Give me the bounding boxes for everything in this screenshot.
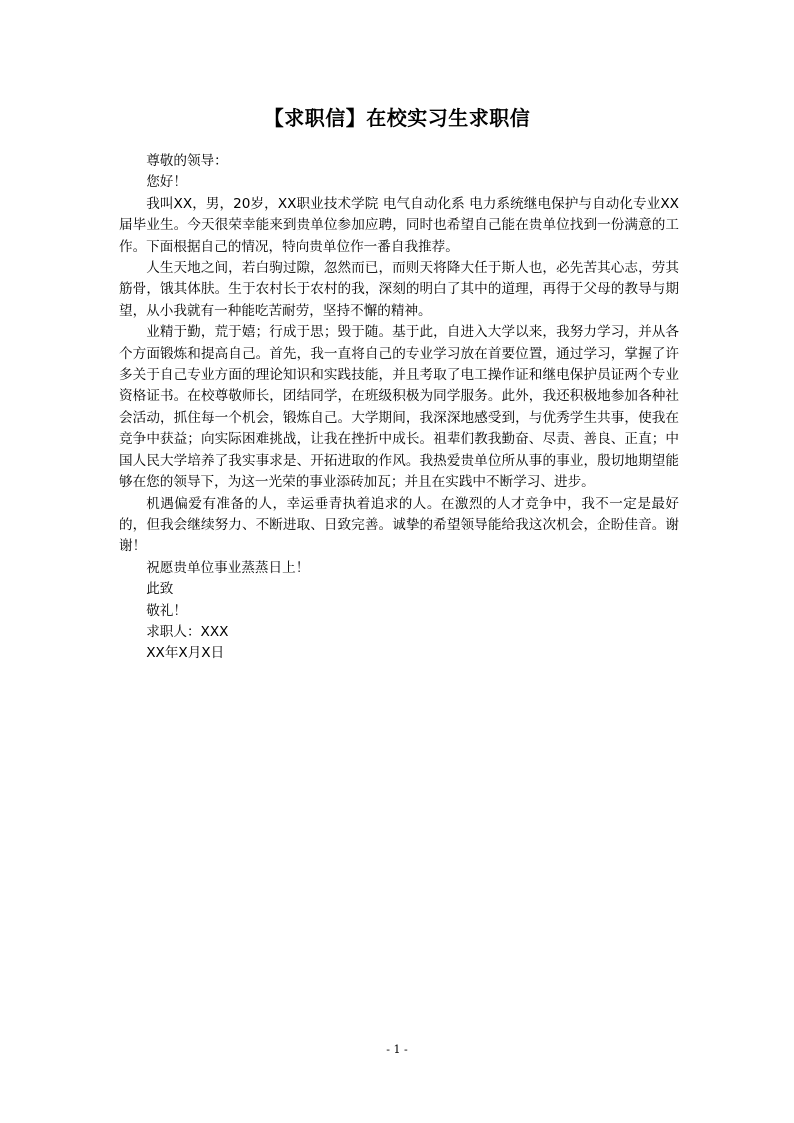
closing-phrase: 此致 xyxy=(146,581,174,598)
wishes: 祝愿贵单位事业蒸蒸日上！ xyxy=(146,559,310,576)
salute: 敬礼！ xyxy=(146,602,187,619)
letter-date: XX年X月X日 xyxy=(146,645,225,662)
applicant-signature: 求职人：XXX xyxy=(146,623,229,640)
paragraph-character: 人生天地之间，若白驹过隙，忽然而已，而则天将降大任于斯人也，必先苦其心志，劳其筋骨，饿其体肤。生于农村长于农村的我，深刻的明白了其中的道理，再得于父母的教导与期望，从小我就有一种能吃苦耐劳，坚持不懈的精神。 xyxy=(119,260,679,319)
greeting: 您好！ xyxy=(146,174,187,191)
page-title: 【求职信】在校实习生求职信 xyxy=(263,106,531,130)
salutation: 尊敬的领导： xyxy=(146,153,228,169)
paragraph-introduction: 我叫XX，男，20岁，XX职业技术学院 电气自动化系 电力系统继电保护与自动化专业XX届毕业生。今天很荣幸能来到贵单位参加应聘，同时也希望自己能在贵单位找到一份满意的工作。下面根据自己的情况，特向贵单位作一番自我推荐。 xyxy=(119,195,679,255)
paragraph-study: 业精于勤，荒于嬉；行成于思；毁于随。基于此，自进入大学以来，我努力学习，并从各个方面锻炼和提高自己。首先，我一直将自己的专业学习放在首要位置，通过学习，掌握了许多关于自己专业方面的理论知识和实践技能，并且考取了电工操作证和继电保护员证两个专业资格证书。在校尊敬师长，团结同学，在班级积极为同学服务。此外，我还积极地参加各种社会活动，抓住每一个机会，锻炼自己。大学期间，我深深地感受到，与优秀学生共事，使我在竞争中获益；向实际困难挑战，让我在挫折中成长。祖辈们教我勤奋、尽责、善良、正直；中国人民大学培养了我实事求是、开拓进取的作风。我热爱贵单位所从事的事业，殷切地期望能够在您的领导下，为这一光荣的事业添砖加瓦；并且在实践中不断学习、进步。 xyxy=(119,324,679,491)
letter-body xyxy=(119,151,679,665)
paragraph-closing: 机遇偏爱有准备的人，幸运垂青执着追求的人。在激烈的人才竞争中，我不一定是最好的，但我会继续努力、不断进取、日致完善。诚挚的希望领导能给我这次机会，企盼佳音。谢谢！ xyxy=(119,495,679,555)
page-number: - 1 - xyxy=(386,1043,408,1056)
